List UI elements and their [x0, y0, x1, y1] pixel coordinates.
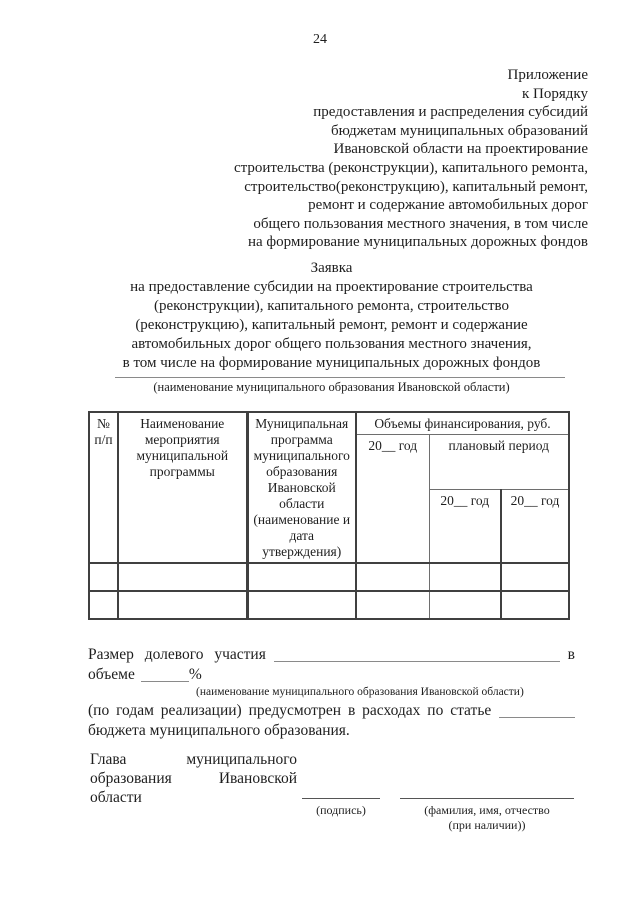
appendix-line: строительства (реконструкции), капитального ремонта,	[233, 159, 588, 176]
fullname-caption-line: (фамилия, имя, отчество	[424, 802, 550, 817]
page-number: 24	[313, 32, 327, 47]
header-cell-year-plan1: 20__ год	[429, 490, 501, 563]
appendix-line: ремонт и содержание автомобильных дорог	[308, 197, 588, 214]
header-cell-financing: Объемы финансирования, руб.	[356, 412, 569, 435]
application-heading: Заявка	[310, 259, 353, 276]
share-line2-suffix: %	[188, 665, 202, 683]
appendix-line: к Порядку	[522, 85, 588, 102]
application-title-line: (реконструкцию), капитальный ремонт, ремонт и содержание	[135, 316, 528, 333]
appendix-line: Ивановской области на проектирование	[333, 141, 588, 158]
header-cell-program: Муниципальная программа муниципального образования Ивановской области (наименование и дата утверждения)	[247, 412, 356, 563]
header-cell-planning-period: плановый период	[429, 434, 569, 490]
share-line1-suffix: в	[567, 645, 575, 663]
signer-title-word: Ивановской	[218, 769, 297, 787]
application-title-line: в том числе на формирование муниципальных дорожных фондов	[122, 354, 541, 371]
share-line-4: бюджета муниципального образования.	[88, 721, 350, 739]
share-paragraph	[88, 645, 575, 741]
application-title-line: (реконструкции), капитального ремонта, строительство	[154, 297, 509, 314]
fullname-field	[400, 798, 574, 833]
share-line1-text: Размер долевого участия	[88, 645, 266, 663]
signature-blank-line	[302, 798, 380, 799]
signature-field	[302, 798, 380, 833]
table-row	[89, 591, 569, 619]
share-municipality-caption: (наименование муниципального образования Ивановской области)	[196, 685, 524, 698]
table-row	[89, 563, 569, 591]
budget-article-blank-line	[499, 717, 575, 718]
signature-caption: (подпись)	[316, 802, 366, 817]
share-line2-text: объеме	[88, 665, 135, 683]
application-title-line: автомобильных дорог общего пользования местного значения,	[131, 335, 532, 352]
signer-title-word: муниципального	[186, 750, 297, 768]
appendix-line: Приложение	[507, 67, 588, 83]
signer-title	[90, 750, 297, 833]
share-percent-blank-line	[141, 681, 189, 682]
appendix-header	[0, 66, 588, 252]
application-title-line: на предоставление субсидии на проектирование строительства	[130, 278, 533, 295]
appendix-line: общего пользования местного значения, в том числе	[253, 215, 588, 232]
table-header-row	[89, 412, 569, 435]
share-line-1	[88, 645, 575, 665]
municipality-name-field	[88, 377, 575, 395]
appendix-line: на формирование муниципальных дорожных фондов	[248, 234, 588, 251]
financing-table	[88, 411, 570, 620]
appendix-line: строительство(реконструкцию), капитальный ремонт,	[244, 178, 588, 195]
share-line-3	[88, 701, 575, 721]
signer-title-word: области	[90, 788, 142, 806]
signer-title-word: образования	[90, 769, 172, 787]
header-cell-number: № п/п	[89, 412, 118, 563]
share-line-2	[88, 665, 575, 685]
municipality-name-caption: (наименование муниципального образования Ивановской области)	[153, 379, 510, 394]
municipality-name-blank-line	[115, 377, 565, 378]
share-amount-blank-line	[274, 661, 560, 662]
signer-title-word: Глава	[90, 750, 127, 768]
header-cell-year-current: 20__ год	[356, 434, 429, 563]
header-cell-year-plan2: 20__ год	[501, 490, 569, 563]
header-cell-activity: Наименование мероприятия муниципальной программы	[118, 412, 247, 563]
share-line3-text: (по годам реализации) предусмотрен в расходах по статье	[88, 701, 492, 719]
fullname-caption-line: (при наличии))	[448, 817, 526, 832]
appendix-line: предоставления и распределения субсидий	[313, 104, 588, 121]
signature-section	[90, 750, 640, 833]
fullname-blank-line	[400, 798, 574, 799]
appendix-line: бюджетам муниципальных образований	[330, 122, 588, 139]
application-title	[88, 259, 575, 373]
